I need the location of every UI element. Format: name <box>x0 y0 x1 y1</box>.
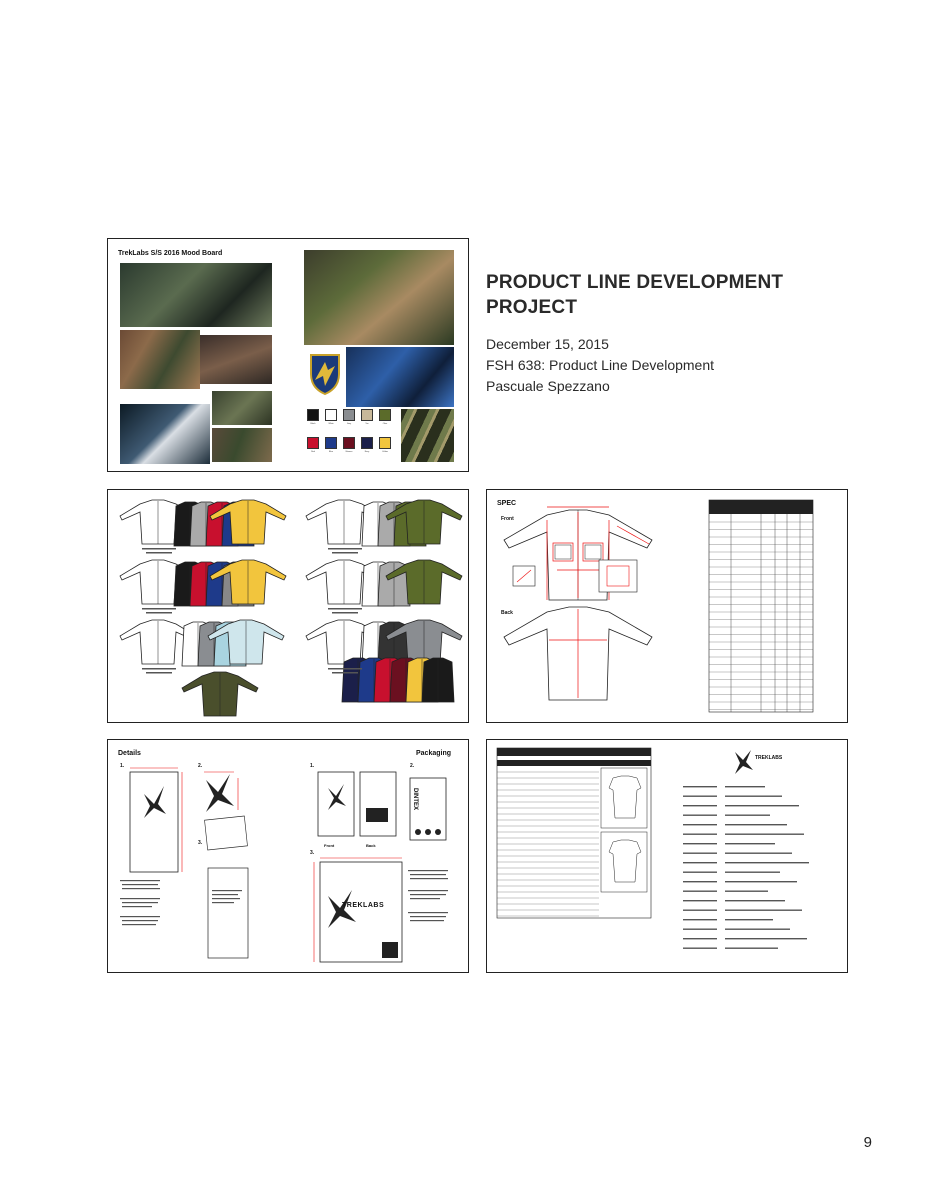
color-swatch <box>361 409 373 421</box>
spec-drawing <box>487 490 848 723</box>
color-swatch <box>307 409 319 421</box>
project-date: December 15, 2015 <box>486 336 609 352</box>
mood-photo <box>120 404 210 464</box>
color-swatch <box>361 437 373 449</box>
details-drawing <box>108 740 469 973</box>
packaging-back-label: Back <box>366 843 376 848</box>
packaging-front-label: Front <box>324 843 335 848</box>
color-swatch <box>379 437 391 449</box>
treklabs-logo-text: TREKLABS <box>342 902 385 909</box>
schedule-logo-text: TREKLABS <box>755 755 783 761</box>
swatch-label: Olive <box>382 423 388 425</box>
project-author: Pascuale Spezzano <box>486 378 610 394</box>
detail-number: 1. <box>120 763 125 769</box>
details-packaging-slide <box>107 739 469 973</box>
color-swatch <box>325 437 337 449</box>
swatch-label: Maroon <box>345 451 353 453</box>
swatch-label: Blue <box>328 451 333 453</box>
detail-number: 3. <box>198 840 203 846</box>
spec-title: SPEC <box>497 500 517 507</box>
swatch-label: Tan <box>365 423 369 425</box>
swatch-label: Grey <box>346 423 352 425</box>
detail-number: 2. <box>198 763 203 769</box>
project-title: PRODUCT LINE DEVELOPMENT PROJECT <box>486 272 784 318</box>
mood-photo <box>212 428 272 462</box>
swatch-label: White <box>328 423 334 425</box>
dintex-label: DINTEX <box>412 788 418 811</box>
swatch-label: Yellow <box>382 451 388 453</box>
cost-sheet-drawing <box>487 740 848 973</box>
spec-front-label: Front <box>501 516 514 522</box>
mood-photo <box>212 391 272 425</box>
swatch-label: Black <box>310 423 316 425</box>
color-swatch <box>307 437 319 449</box>
color-swatch <box>343 437 355 449</box>
color-swatch <box>343 409 355 421</box>
packaging-title: Packaging <box>416 750 452 757</box>
colorway-flats-slide <box>107 489 469 723</box>
page-number: 9 <box>863 1134 872 1151</box>
packaging-number: 1. <box>310 763 315 769</box>
packaging-number: 2. <box>410 763 415 769</box>
shield-emblem-icon <box>308 352 342 396</box>
mood-photo <box>346 347 454 407</box>
cost-schedule-slide <box>486 739 848 973</box>
mood-photo <box>120 330 200 389</box>
details-title: Details <box>118 750 141 757</box>
mood-board-title: TrekLabs S/S 2016 Mood Board <box>118 250 223 257</box>
spec-back-label: Back <box>501 610 513 616</box>
project-info <box>486 270 816 397</box>
project-course: FSH 638: Product Line Development <box>486 357 715 373</box>
packaging-number: 3. <box>310 850 315 856</box>
spec-slide <box>486 489 848 723</box>
color-swatch <box>325 409 337 421</box>
mood-photo <box>120 263 272 327</box>
color-swatch <box>379 409 391 421</box>
mood-photo <box>200 335 272 384</box>
tiger-camo-swatch <box>401 409 454 462</box>
mood-photo <box>304 250 454 345</box>
swatch-label: Red <box>311 451 315 453</box>
swatch-label: Navy <box>364 451 370 453</box>
garment-flats-drawing <box>108 490 469 723</box>
mood-board-slide <box>107 238 469 472</box>
